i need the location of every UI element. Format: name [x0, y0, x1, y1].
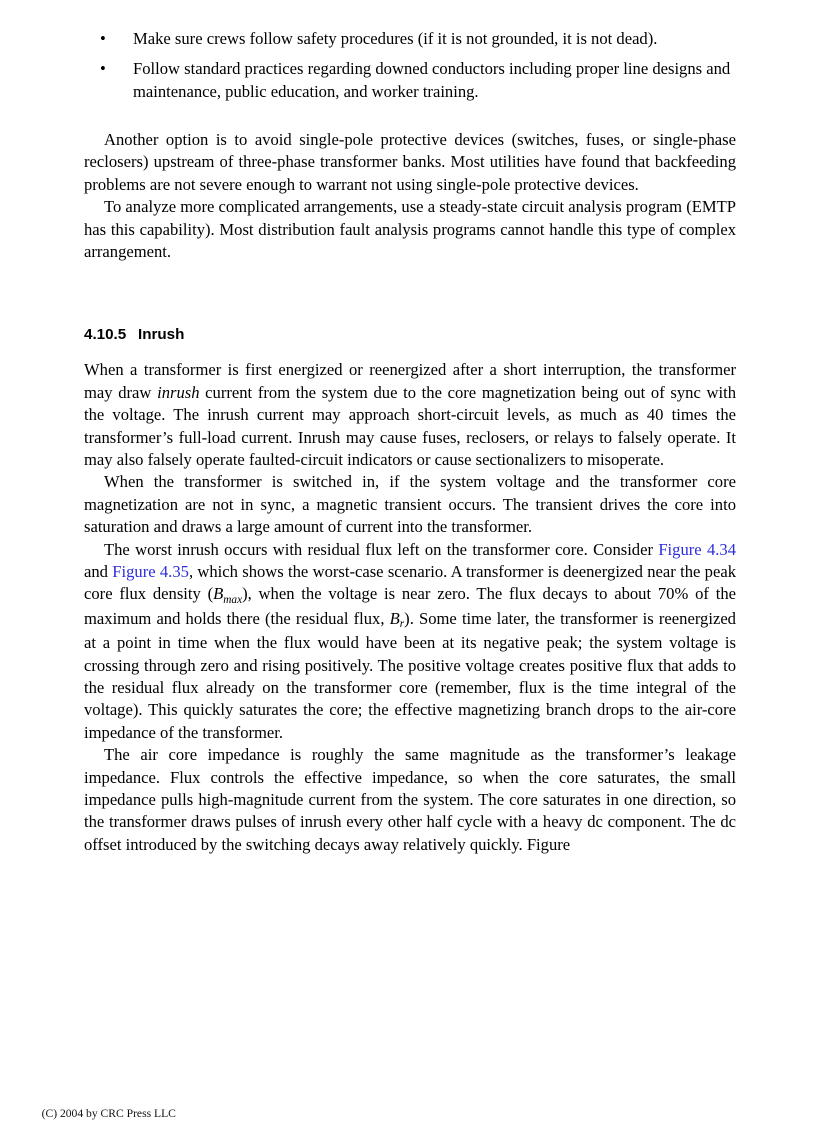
- paragraph-inrush-intro: [84, 359, 736, 471]
- bullet-icon: •: [100, 29, 106, 48]
- text-segment: current from the system due to the core magnetization being out of sync with the voltage. The inrush current may approach short-circuit levels, as much as 40 times the transformer’s full-load current. Inrush may cause fuses, reclosers, or relays to falsely operate. It may also falsely operate faulted-circuit indicators or cause sectionalizers to misoperate.: [84, 382, 737, 469]
- text-segment: and: [84, 561, 113, 581]
- math-subscript: max: [223, 593, 243, 606]
- text-segment: ). Some time later, the transformer is reenergized at a point in time when the flux would have been at its negative peak; the system voltage is crossing through zero and rising positively. The positive voltage creates positive flux that adds to the residual flux already on the transformer core (remember, flux is the time integral of the voltage). This quickly saturates the core; the effective magnetizing branch drops to the air-core impedance of the transformer.: [84, 608, 736, 742]
- page-content: [84, 28, 736, 856]
- safety-bullet-list: [84, 28, 736, 103]
- figure-link-4-34[interactable]: Figure 4.34: [658, 539, 737, 559]
- text-segment: When a transformer is first energized or reenergized after a short interruption, the transformer may draw: [84, 360, 736, 402]
- text-segment: ), when the voltage is near zero. The flux decays to about 70% of the maximum and holds there (the residual flux,: [84, 584, 736, 628]
- list-item-text: Make sure crews follow safety procedures (if it is not grounded, it is not dead).: [133, 29, 658, 48]
- spacer: [84, 345, 736, 359]
- text-segment: , which shows the worst-case scenario. A transformer is deenergized near the peak core flux density (: [84, 561, 736, 604]
- figure-link-4-35[interactable]: Figure 4.35: [112, 561, 189, 581]
- list-item-text: Follow standard practices regarding downed conductors including proper line designs and maintenance, public education, and worker training.: [133, 59, 731, 101]
- section-number: 4.10.5: [84, 326, 127, 344]
- list-item: [84, 58, 736, 103]
- math-variable-bmax: [213, 584, 243, 606]
- list-item: [84, 28, 736, 50]
- emphasis-inrush: inrush: [157, 382, 200, 402]
- spacer: [84, 103, 736, 129]
- page-footer: [30, 1091, 430, 1136]
- spacer: [84, 263, 736, 325]
- paragraph-worst-inrush: [84, 539, 736, 745]
- paragraph-switched-in: When the transformer is switched in, if the system voltage and the transformer core magnetization are not in sync, a magnetic transient occurs. The transient drives the core into saturation and draws a large amount of current into the transformer.: [84, 472, 736, 537]
- paragraph-to-analyze: To analyze more complicated arrangements, use a steady-state circuit analysis program (EMTP has this capability). Most distribution fault analysis programs cannot handle this type of complex arrangement.: [84, 197, 736, 261]
- paragraph-another-option: Another option is to avoid single-pole protective devices (switches, fuses, or single-phase reclosers) upstream of three-phase transformer banks. Most utilities have found that backfeeding problems are not severe enough to warrant not using single-pole protective devices.: [84, 129, 736, 194]
- math-variable-br: [389, 608, 405, 631]
- section-title: Inrush: [138, 326, 185, 344]
- copyright-notice: (C) 2004 by CRC Press LLC: [41, 1107, 176, 1120]
- math-base: B: [213, 584, 224, 604]
- paragraph-air-core-impedance: The air core impedance is roughly the same magnitude as the transformer’s leakage impedance. Flux controls the effective impedance, so when the core saturates, the small impedance pulls high-magnitude current from the system. The core saturates in one direction, so the transformer draws pulses of inrush every other half cycle with a heavy dc component. The dc offset introduced by the switching decays away relatively quickly. Figure: [84, 745, 736, 854]
- section-heading-inrush: [84, 325, 736, 345]
- bullet-icon: •: [100, 59, 106, 79]
- math-base: B: [389, 608, 400, 628]
- math-subscript: r: [399, 618, 405, 631]
- text-segment: The worst inrush occurs with residual flux left on the transformer core. Consider: [104, 539, 659, 559]
